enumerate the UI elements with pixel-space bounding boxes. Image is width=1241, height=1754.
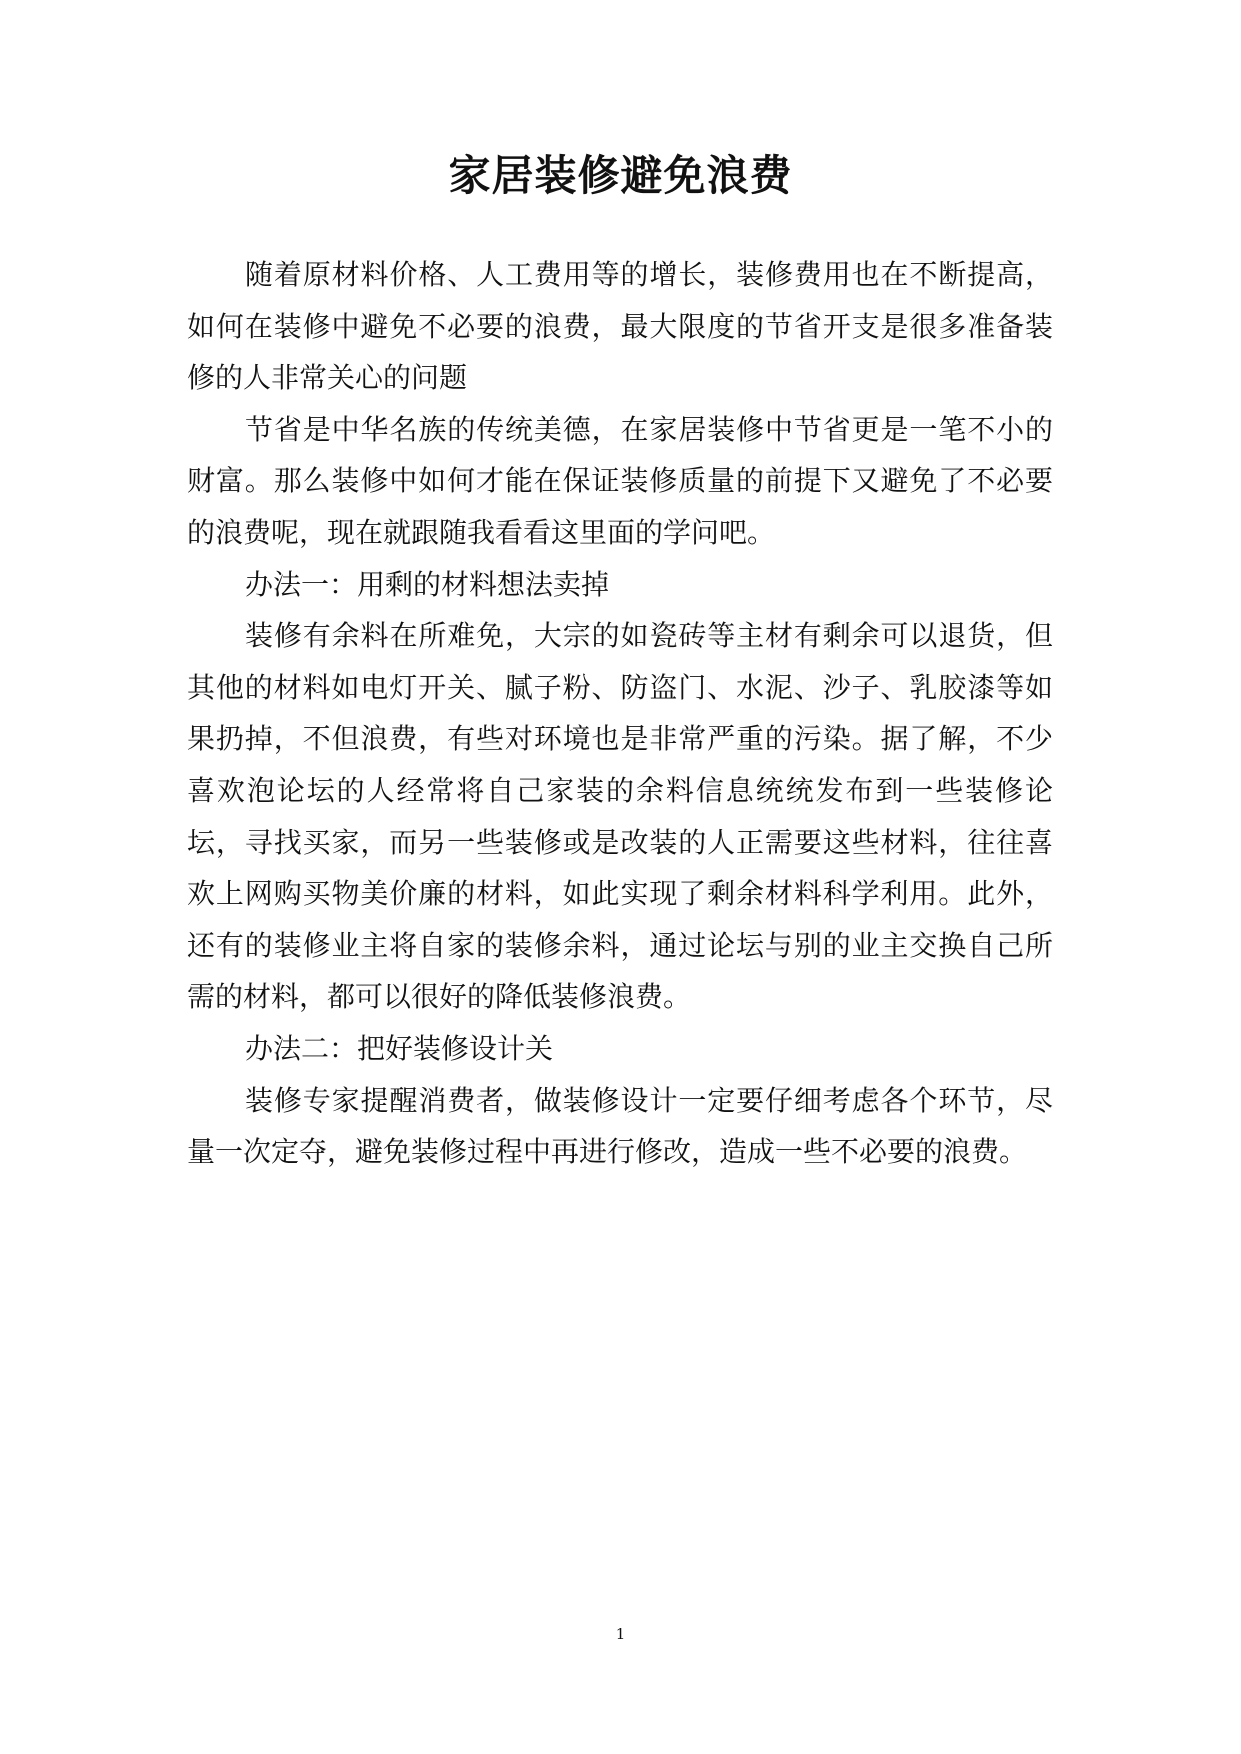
document-title: 家居装修避免浪费 xyxy=(448,151,793,200)
paragraph-method-two: 装修专家提醒消费者，做装修设计一定要仔细考虑各个环节，尽量一次定夺，避免装修过程中再进行修改，造成一些不必要的浪费。 xyxy=(187,1083,1053,1169)
page-number: 1 xyxy=(615,1625,626,1643)
paragraph-saving: 节省是中华名族的传统美德，在家居装修中节省更是一笔不小的财富。那么装修中如何才能在保证装修质量的前提下又避免了不必要的浪费呢，现在就跟随我看看这里面的学问吧。 xyxy=(187,412,1053,549)
paragraph-intro: 随着原材料价格、人工费用等的增长，装修费用也在不断提高，如何在装修中避免不必要的浪费，最大限度的节省开支是很多准备装修的人非常关心的问题 xyxy=(187,258,1053,395)
heading-method-one: 办法一：用剩的材料想法卖掉 xyxy=(245,567,610,601)
paragraph-method-one: 装修有余料在所难免，大宗的如瓷砖等主材有剩余可以退货，但其他的材料如电灯开关、腻子粉、防盗门、水泥、沙子、乳胶漆等如果扔掉，不但浪费，有些对环境也是非常严重的污染。据了解，不少喜欢泡论坛的人经常将自己家装的余料信息统统发布到一些装修论坛，寻找买家，而另一些装修或是改装的人正需要这些材料，往往喜欢上网购买物美价廉的材料，如此实现了剩余材料科学利用。此外，还有的装修业主将自家的装修余料，通过论坛与别的业主交换自己所需的材料，都可以很好的降低装修浪费。 xyxy=(187,619,1053,1014)
heading-method-two: 办法二：把好装修设计关 xyxy=(245,1031,554,1065)
document-body xyxy=(187,249,1053,1178)
